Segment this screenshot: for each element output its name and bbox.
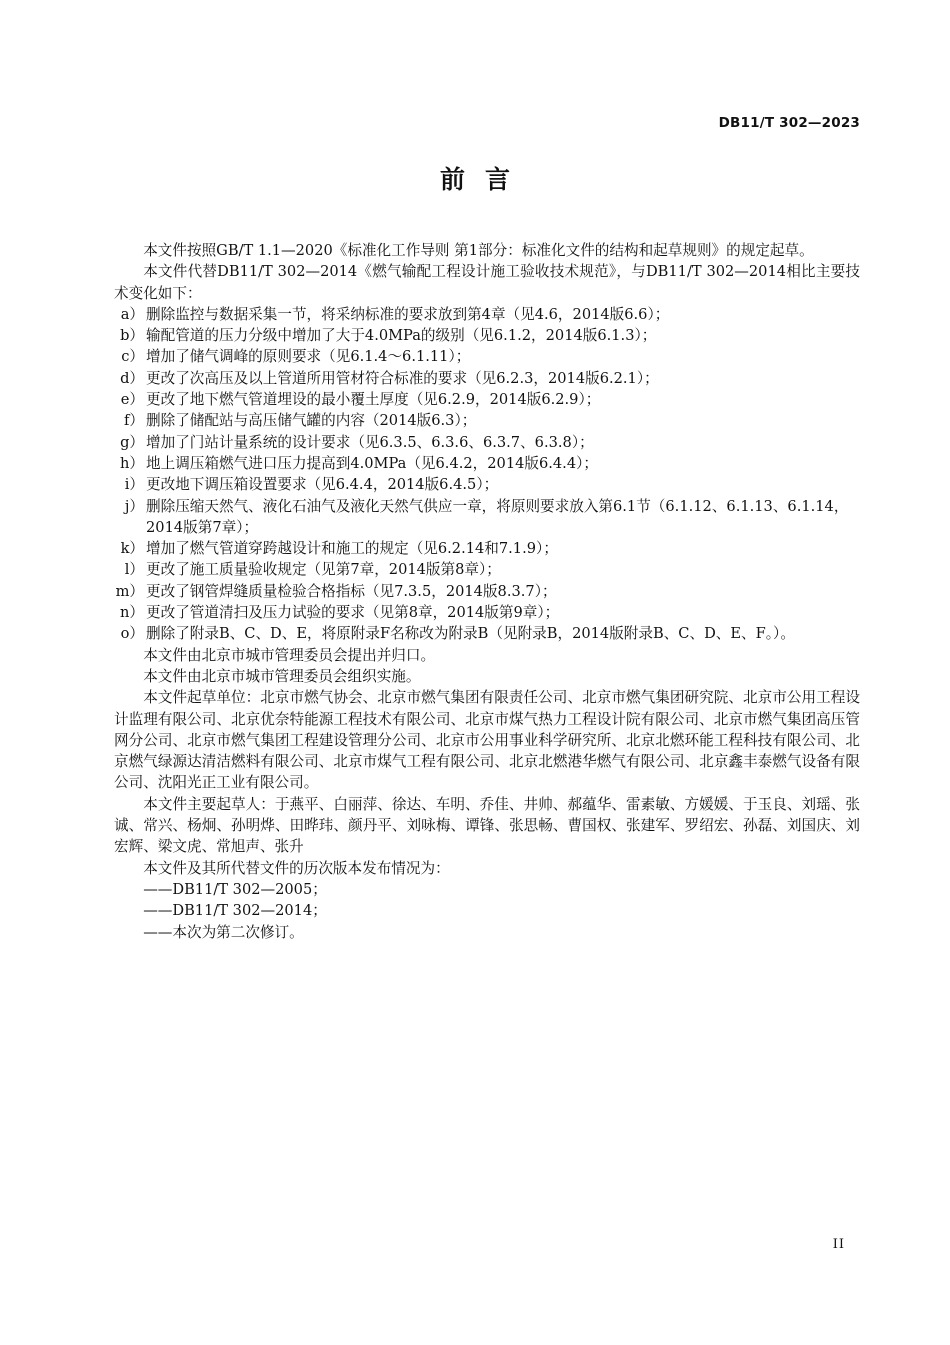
list-item: [114, 496, 860, 539]
intro-paragraph: 本文件代替DB11/T 302—2014《燃气输配工程设计施工验收技术规范》，与DB11/T 302—2014相比主要技术变化如下：: [114, 263, 860, 302]
foreword-body: [114, 240, 860, 943]
drafters-paragraph: 本文件主要起草人：于燕平、白丽萍、徐达、车明、乔佳、井帅、郝蕴华、雷素敏、方媛媛、于玉良、刘瑶、张诚、常兴、杨炯、孙明烨、田晔玮、颜丹平、刘咏梅、谭锋、张思畅、曹国权、张建军、罗绍宏、孙磊、刘国庆、刘宏辉、梁文虎、常旭声、张升: [114, 795, 860, 856]
list-item-text: 删除监控与数据采集一节，将采纳标准的要求放到第4章（见4.6，2014版6.6）；: [146, 305, 670, 323]
list-marker: b）: [120, 327, 144, 345]
list-item-text: 输配管道的压力分级中增加了大于4.0MPa的级别（见6.1.2，2014版6.1.3）；: [146, 327, 657, 345]
list-marker: l）: [124, 561, 144, 579]
history-item: ——本次为第二次修订。: [143, 923, 304, 941]
list-item-text: 更改了管道清扫及压力试验的要求（见第8章，2014版第9章）；: [146, 604, 560, 622]
list-item: [114, 538, 860, 559]
implementer-paragraph: 本文件由北京市城市管理委员会组织实施。: [143, 667, 421, 685]
history-intro-paragraph: 本文件及其所代替文件的历次版本发布情况为：: [143, 859, 450, 877]
list-item-text: 地上调压箱燃气进口压力提高到4.0MPa（见6.4.2，2014版6.4.4）；: [146, 454, 598, 472]
list-marker: h）: [120, 454, 144, 472]
list-item-text: 增加了门站计量系统的设计要求（见6.3.5、6.3.6、6.3.7、6.3.8）；: [146, 433, 594, 451]
document-code: DB11/T 302—2023: [718, 115, 860, 131]
list-marker: c）: [121, 348, 144, 366]
drafting-units-paragraph: 本文件起草单位：北京市燃气协会、北京市燃气集团有限责任公司、北京市燃气集团研究院、北京市公用工程设计监理有限公司、北京优奈特能源工程技术有限公司、北京市煤气热力工程设计院有限公司、北京市燃气集团高压管网分公司、北京市燃气集团工程建设管理分公司、北京市公用事业科学研究所、北京北燃环能工程科技有限公司、北京燃气绿源达清洁燃料有限公司、北京市煤气工程有限公司、北京北燃港华燃气有限公司、北京鑫丰泰燃气设备有限公司、沈阳光正工业有限公司。: [114, 689, 860, 792]
list-item-text: 删除了储配站与高压储气罐的内容（2014版6.3）；: [146, 412, 477, 430]
changes-list: [114, 304, 860, 645]
list-item: [114, 623, 860, 644]
list-item-text: 更改了施工质量验收规定（见第7章，2014版第8章）；: [146, 561, 501, 579]
list-item: [114, 304, 860, 325]
list-marker: g）: [120, 433, 144, 451]
list-marker: a）: [120, 305, 144, 323]
list-marker: k）: [120, 540, 144, 558]
list-item: [114, 325, 860, 346]
list-item-text: 更改了次高压及以上管道所用管材符合标准的要求（见6.2.3，2014版6.2.1）；: [146, 369, 659, 387]
list-marker: j）: [124, 497, 144, 515]
proposer-paragraph: 本文件由北京市城市管理委员会提出并归口。: [143, 646, 436, 664]
list-item-text: 更改地下调压箱设置要求（见6.4.4，2014版6.4.5）；: [146, 476, 499, 494]
list-marker: d）: [120, 369, 144, 387]
list-item: [114, 432, 860, 453]
list-item: [114, 368, 860, 389]
list-item: [114, 410, 860, 431]
list-item: [114, 474, 860, 495]
page-number: II: [832, 1237, 845, 1252]
list-marker: f）: [124, 412, 144, 430]
list-marker: n）: [120, 604, 144, 622]
list-item: [114, 453, 860, 474]
history-item: ——DB11/T 302—2005；: [143, 880, 327, 898]
list-marker: o）: [120, 625, 144, 643]
list-marker: m）: [115, 582, 144, 600]
list-marker: i）: [124, 476, 144, 494]
list-item: [114, 389, 860, 410]
list-item-text: 增加了燃气管道穿跨越设计和施工的规定（见6.2.14和7.1.9）；: [146, 540, 558, 558]
list-item: [114, 581, 860, 602]
history-item: ——DB11/T 302—2014；: [143, 902, 327, 920]
list-item-text: 删除了附录B、C、D、E，将原附录F名称改为附录B（见附录B，2014版附录B、C、D、E、F。）。: [146, 625, 795, 643]
list-item: [114, 602, 860, 623]
list-item: [114, 559, 860, 580]
list-item-text: 更改了钢管焊缝质量检验合格指标（见7.3.5，2014版8.3.7）；: [146, 582, 557, 600]
list-item: [114, 346, 860, 367]
list-item-text: 删除压缩天然气、液化石油气及液化天然气供应一章，将原则要求放入第6.1节（6.1.12、6.1.13、6.1.14，2014版第7章）；: [146, 497, 849, 536]
list-item-text: 更改了地下燃气管道埋设的最小覆土厚度（见6.2.9，2014版6.2.9）；: [146, 391, 601, 409]
intro-paragraph: 本文件按照GB/T 1.1—2020《标准化工作导则 第1部分：标准化文件的结构和起草规则》的规定起草。: [143, 242, 814, 259]
list-marker: e）: [120, 391, 144, 409]
list-item-text: 增加了储气调峰的原则要求（见6.1.4～6.1.11）；: [146, 348, 471, 366]
page-title: 前言: [439, 165, 530, 194]
